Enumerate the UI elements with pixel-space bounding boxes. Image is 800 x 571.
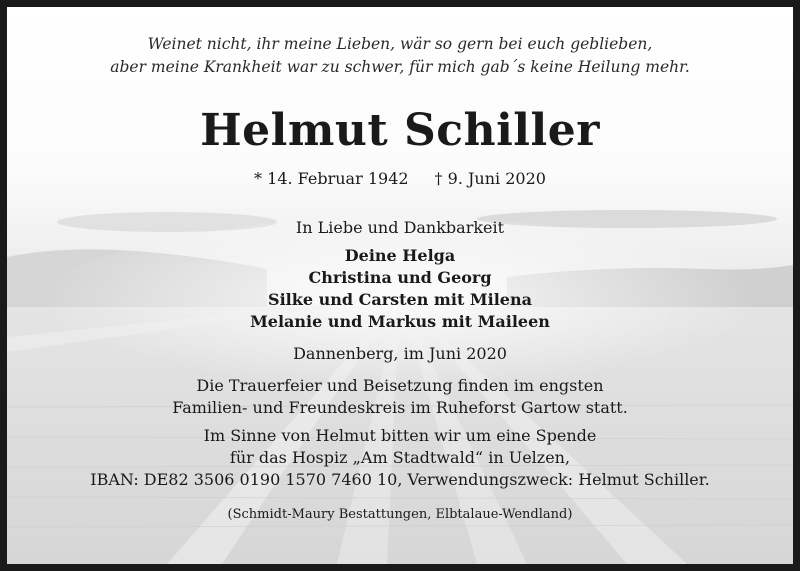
undertaker: (Schmidt-Maury Bestattungen, Elbtalaue-Wendland) [227, 507, 573, 522]
mourner-4: Melanie und Markus mit Maileen [250, 312, 550, 331]
death-date: † 9. Juni 2020 [434, 169, 546, 188]
mourner-2: Christina und Georg [308, 268, 492, 287]
place-date: Dannenberg, im Juni 2020 [293, 344, 507, 363]
notice-line-2: Familien- und Freundeskreis im Ruheforst Gartow statt. [172, 398, 628, 417]
mourner-3: Silke und Carsten mit Milena [268, 290, 532, 309]
motto-line-2: aber meine Krankheit war zu schwer, für mich gab´s keine Heilung mehr. [110, 58, 690, 76]
notice-line-3: Im Sinne von Helmut bitten wir um eine Spende [203, 426, 597, 445]
life-dates [7, 169, 793, 188]
mourner-1: Deine Helga [344, 246, 456, 265]
deceased-name: Helmut Schiller [200, 105, 600, 156]
obituary-text [7, 7, 793, 564]
birth-date: * 14. Februar 1942 [254, 169, 409, 188]
notice-line-4: für das Hospiz „Am Stadtwald“ in Uelzen, [229, 448, 571, 467]
farewell-phrase: In Liebe und Dankbarkeit [295, 218, 505, 237]
notice-line-5: IBAN: DE82 3506 0190 1570 7460 10, Verwendungszweck: Helmut Schiller. [90, 470, 710, 489]
motto-line-1: Weinet nicht, ihr meine Lieben, wär so gern bei euch geblieben, [147, 35, 653, 53]
notice-line-1: Die Trauerfeier und Beisetzung finden im engsten [196, 376, 604, 395]
